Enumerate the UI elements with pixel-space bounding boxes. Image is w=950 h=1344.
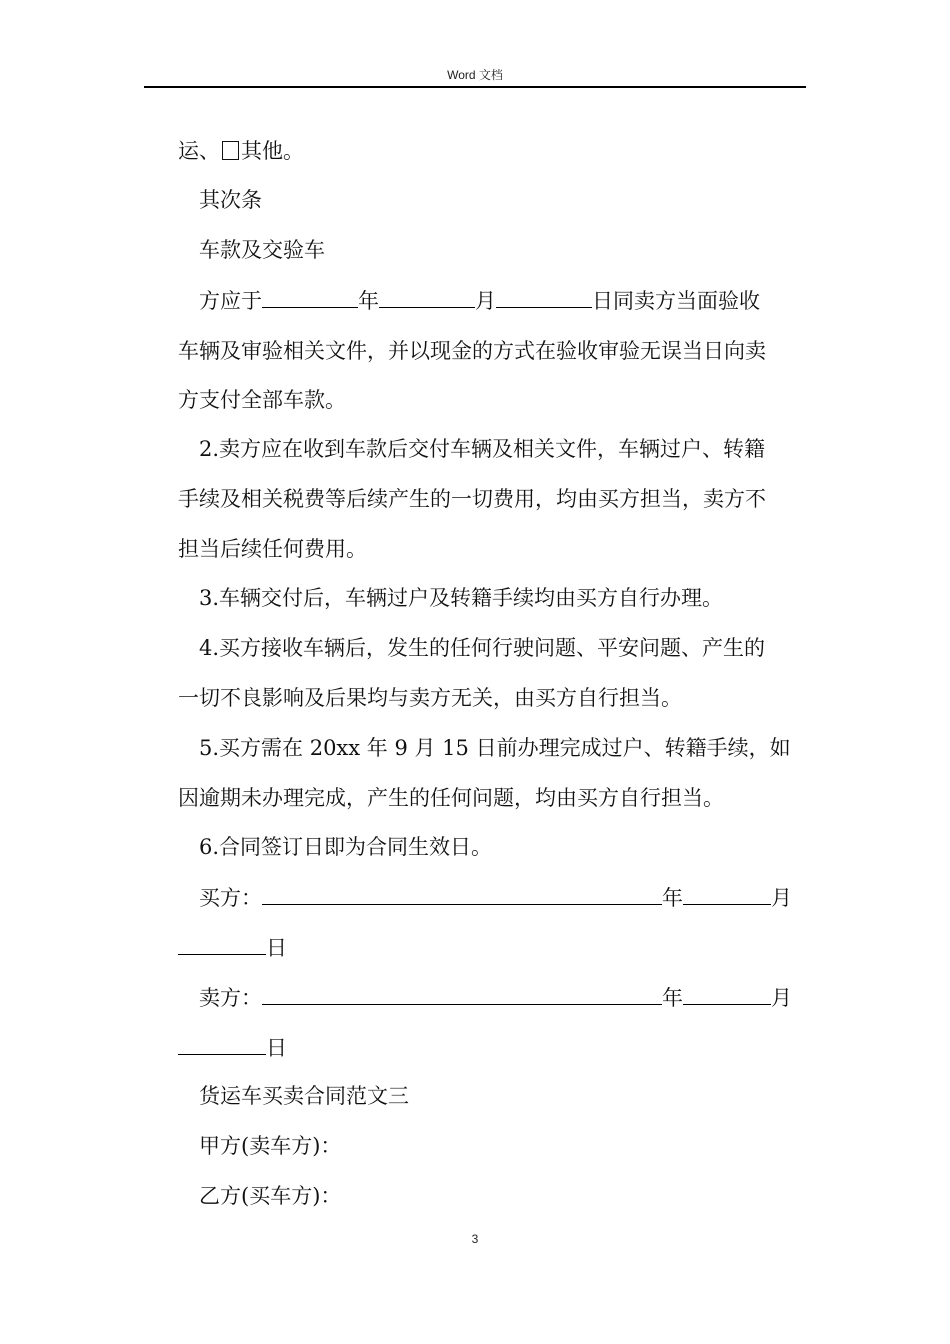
paragraph-line: 一切不良影响及后果均与卖方无关，由买方自行担当。 — [178, 686, 682, 710]
paragraph-line — [178, 136, 304, 166]
fill-blank — [178, 1032, 266, 1055]
seller-label: 卖方： — [199, 986, 262, 1010]
paragraph-line: 因逾期未办理完成，产生的任何问题，均由买方自行担当。 — [178, 786, 724, 810]
paragraph-line: 5.买方需在 20xx 年 9 月 15 日前办理完成过户、转籍手续，如 — [199, 736, 791, 760]
text-span: 运、 — [178, 139, 220, 163]
fill-blank — [262, 285, 358, 308]
fill-blank — [683, 982, 771, 1005]
text-span: 日 — [266, 936, 287, 960]
buyer-date-line — [178, 932, 287, 962]
buyer-label: 买方： — [199, 886, 262, 910]
page-number: 3 — [471, 1232, 479, 1246]
fill-blank — [496, 285, 592, 308]
text-span: 日同卖方当面验收 — [592, 289, 760, 313]
paragraph-line: 6.合同签订日即为合同生效日。 — [199, 835, 493, 859]
seller-date-line — [178, 1032, 287, 1062]
paragraph-line: 车辆及审验相关文件，并以现金的方式在验收审验无误当日向卖 — [178, 339, 766, 363]
header-divider — [144, 86, 806, 88]
paragraph-line: 方支付全部车款。 — [178, 388, 346, 412]
fill-blank — [262, 882, 662, 905]
fill-blank — [262, 982, 662, 1005]
text-span: 日 — [266, 1036, 287, 1060]
fill-blank — [379, 285, 475, 308]
text-span: 月 — [771, 986, 792, 1010]
checkbox-icon — [222, 141, 239, 160]
page-header: Word 文档 — [447, 68, 503, 82]
party-b-line: 乙方(买车方)： — [199, 1184, 342, 1208]
text-span: 月 — [771, 886, 792, 910]
fill-blank — [683, 882, 771, 905]
fill-blank — [178, 932, 266, 955]
text-span: 月 — [475, 289, 496, 313]
paragraph-line: 4.买方接收车辆后，发生的任何行驶问题、平安问题、产生的 — [199, 636, 766, 660]
paragraph-line: 3.车辆交付后，车辆过户及转籍手续均由买方自行办理。 — [199, 586, 724, 610]
paragraph-line: 担当后续任何费用。 — [178, 537, 367, 561]
paragraph-line: 手续及相关税费等后续产生的一切费用，均由买方担当，卖方不 — [178, 487, 766, 511]
text-span: 方应于 — [199, 289, 262, 313]
section-heading: 车款及交验车 — [199, 238, 325, 262]
text-span: 年 — [662, 886, 683, 910]
section-title: 货运车买卖合同范文三 — [199, 1084, 409, 1108]
buyer-signature-line — [199, 882, 792, 912]
text-span: 年 — [662, 986, 683, 1010]
article-heading: 其次条 — [199, 188, 262, 212]
text-span: 其他。 — [241, 139, 304, 163]
paragraph-line — [199, 285, 760, 315]
party-a-line: 甲方(卖车方)： — [199, 1134, 342, 1158]
seller-signature-line — [199, 982, 792, 1012]
paragraph-line: 2.卖方应在收到车款后交付车辆及相关文件，车辆过户、转籍 — [199, 437, 766, 461]
text-span: 年 — [358, 289, 379, 313]
